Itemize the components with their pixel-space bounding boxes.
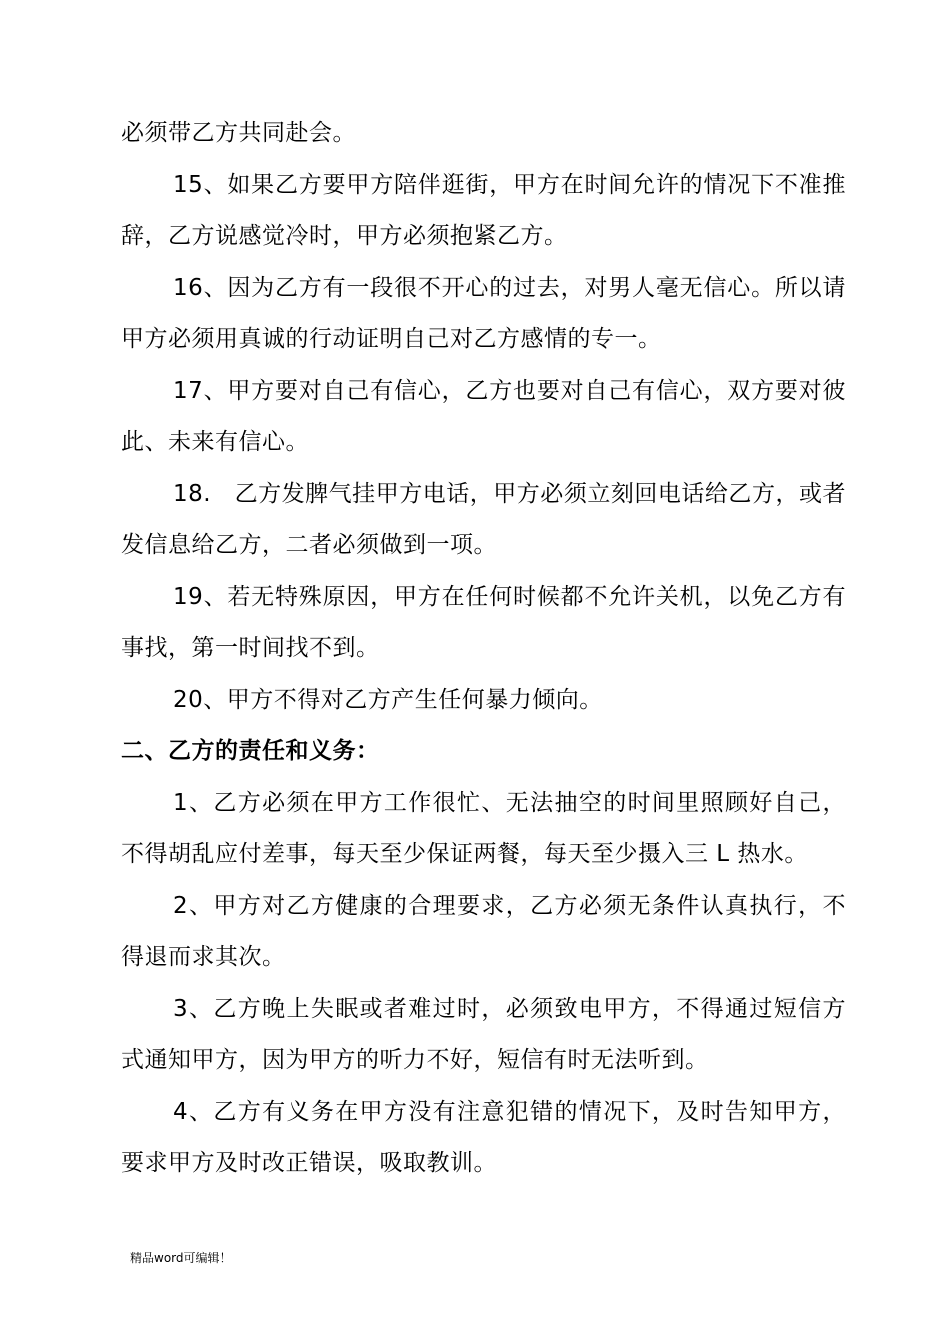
paragraph-item-2: 2、甲方对乙方健康的合理要求，乙方必须无条件认真执行，不得退而求其次。 [121,892,846,970]
paragraph-item-17: 17、甲方要对自己有信心，乙方也要对自己有信心，双方要对彼此、未来有信心。 [121,377,846,455]
page-footer: 精品word可编辑！ [130,1251,232,1265]
paragraph-item-15: 15、如果乙方要甲方陪伴逛街，甲方在时间允许的情况下不准推辞，乙方说感觉冷时，甲方必须抱紧乙方。 [121,171,846,249]
document-body [121,108,846,1190]
paragraph-item-16: 16、因为乙方有一段很不开心的过去，对男人毫无信心。所以请甲方必须用真诚的行动证明自己对乙方感情的专一。 [121,274,846,352]
paragraph-item-18: 18. 乙方发脾气挂甲方电话，甲方必须立刻回电话给乙方，或者发信息给乙方，二者必须做到一项。 [121,480,846,558]
section-heading: 二、乙方的责任和义务： [121,738,380,764]
paragraph-item-1: 1、乙方必须在甲方工作很忙、无法抽空的时间里照顾好自己，不得胡乱应付差事，每天至少保证两餐，每天至少摄入三 L 热水。 [121,789,846,867]
paragraph-item-4: 4、乙方有义务在甲方没有注意犯错的情况下，及时告知甲方，要求甲方及时改正错误，吸取教训。 [121,1098,846,1176]
paragraph-continuation: 必须带乙方共同赴会。 [121,120,356,146]
paragraph-item-20: 20、甲方不得对乙方产生任何暴力倾向。 [173,686,603,713]
paragraph-item-19: 19、若无特殊原因，甲方在任何时候都不允许关机，以免乙方有事找，第一时间找不到。 [121,583,846,661]
paragraph-item-3: 3、乙方晚上失眠或者难过时，必须致电甲方，不得通过短信方式通知甲方，因为甲方的听力不好，短信有时无法听到。 [121,995,846,1073]
